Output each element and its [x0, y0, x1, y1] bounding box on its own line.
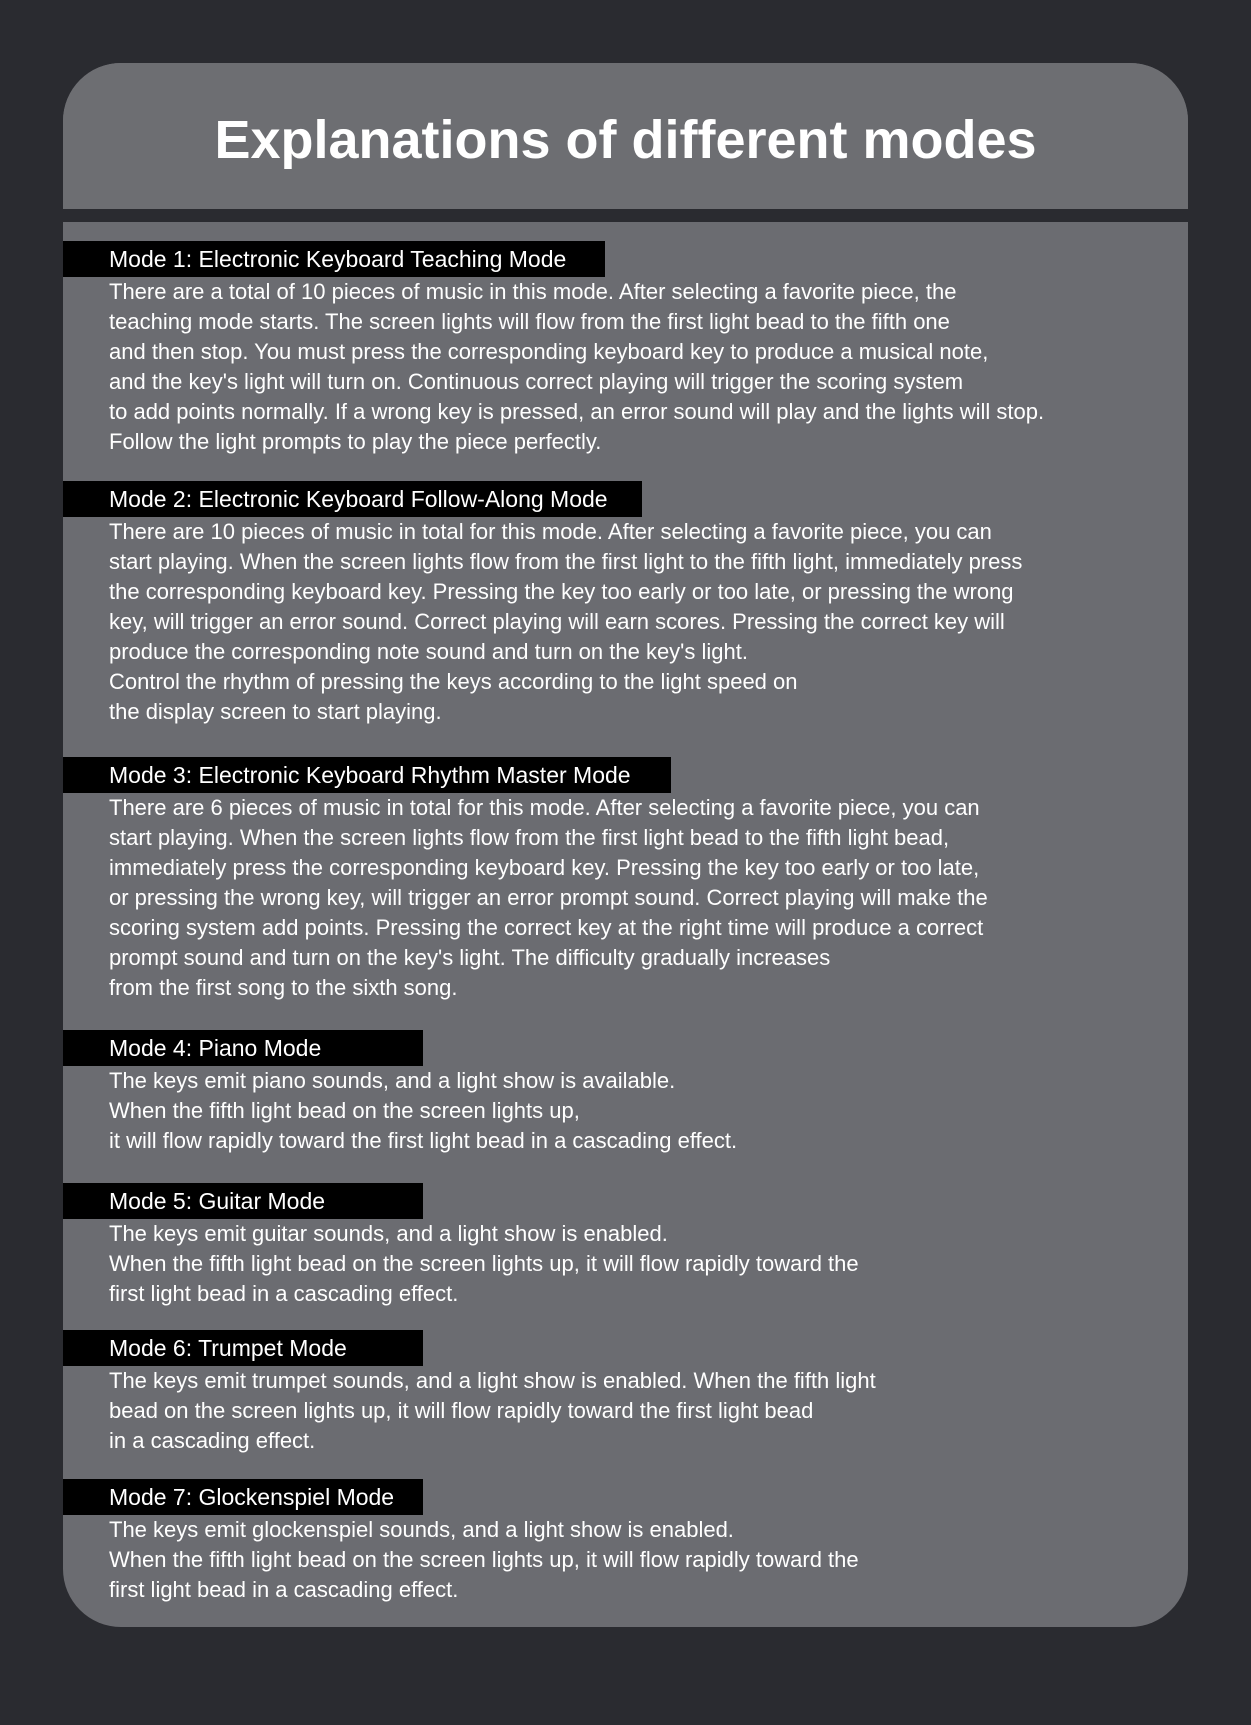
description-line: in a cascading effect. [109, 1428, 316, 1453]
mode-title: Mode 1: Electronic Keyboard Teaching Mode [63, 241, 605, 277]
mode-title: Mode 6: Trumpet Mode [63, 1330, 423, 1366]
modes-panel [63, 63, 1188, 1627]
header [63, 63, 1188, 209]
description-line: When the fifth light bead on the screen lights up, it will flow rapidly toward the [109, 1251, 859, 1276]
description-line: When the fifth light bead on the screen lights up, it will flow rapidly toward the [109, 1547, 859, 1572]
mode-section-1 [63, 241, 1188, 457]
description-line: the corresponding keyboard key. Pressing the key too early or too late, or pressing the wrong [109, 579, 1014, 604]
description-line: first light bead in a cascading effect. [109, 1577, 459, 1602]
description-line: the display screen to start playing. [109, 699, 442, 724]
description-line: The keys emit piano sounds, and a light show is available. [109, 1068, 676, 1093]
description-line: The keys emit glockenspiel sounds, and a light show is enabled. [109, 1517, 734, 1542]
mode-description [63, 1366, 1188, 1456]
description-line: The keys emit guitar sounds, and a light show is enabled. [109, 1221, 668, 1246]
description-line: it will flow rapidly toward the first light bead in a cascading effect. [109, 1128, 738, 1153]
description-line: prompt sound and turn on the key's light. The difficulty gradually increases [109, 945, 831, 970]
mode-title: Mode 4: Piano Mode [63, 1030, 423, 1066]
description-line: and then stop. You must press the corresponding keyboard key to produce a musical note, [109, 339, 989, 364]
description-line: There are 6 pieces of music in total for this mode. After selecting a favorite piece, you can [109, 795, 980, 820]
description-line: The keys emit trumpet sounds, and a light show is enabled. When the fifth light [109, 1368, 876, 1393]
mode-description [63, 517, 1188, 727]
description-line: teaching mode starts. The screen lights will flow from the first light bead to the fifth one [109, 309, 950, 334]
mode-section-5 [63, 1183, 1188, 1309]
description-line: bead on the screen lights up, it will flow rapidly toward the first light bead [109, 1398, 814, 1423]
description-line: There are 10 pieces of music in total for this mode. After selecting a favorite piece, you can [109, 519, 992, 544]
mode-section-3 [63, 757, 1188, 1003]
mode-section-7 [63, 1479, 1188, 1605]
page-title: Explanations of different modes [214, 110, 1037, 170]
mode-description [63, 1515, 1188, 1605]
mode-title: Mode 5: Guitar Mode [63, 1183, 423, 1219]
mode-title: Mode 2: Electronic Keyboard Follow-Along Mode [63, 481, 642, 517]
description-line: start playing. When the screen lights flow from the first light bead to the fifth light bead, [109, 825, 950, 850]
mode-section-2 [63, 481, 1188, 727]
description-line: start playing. When the screen lights flow from the first light to the fifth light, immediately press [109, 549, 1023, 574]
description-line: immediately press the corresponding keyboard key. Pressing the key too early or too late, [109, 855, 980, 880]
mode-description [63, 1219, 1188, 1309]
description-line: produce the corresponding note sound and turn on the key's light. [109, 639, 748, 664]
description-line: first light bead in a cascading effect. [109, 1281, 459, 1306]
header-divider [63, 209, 1188, 222]
description-line: Control the rhythm of pressing the keys according to the light speed on [109, 669, 798, 694]
description-line: scoring system add points. Pressing the correct key at the right time will produce a correct [109, 915, 984, 940]
mode-title: Mode 3: Electronic Keyboard Rhythm Master Mode [63, 757, 671, 793]
description-line: Follow the light prompts to play the piece perfectly. [109, 429, 602, 454]
mode-description [63, 277, 1188, 457]
description-line: and the key's light will turn on. Continuous correct playing will trigger the scoring system [109, 369, 964, 394]
mode-description [63, 793, 1188, 1003]
description-line: to add points normally. If a wrong key is pressed, an error sound will play and the lights will stop. [109, 399, 1045, 424]
description-line: There are a total of 10 pieces of music in this mode. After selecting a favorite piece, the [109, 279, 957, 304]
description-line: or pressing the wrong key, will trigger an error prompt sound. Correct playing will make the [109, 885, 988, 910]
mode-section-6 [63, 1330, 1188, 1456]
description-line: key, will trigger an error sound. Correct playing will earn scores. Pressing the correct key will [109, 609, 1005, 634]
description-line: from the first song to the sixth song. [109, 975, 458, 1000]
mode-description [63, 1066, 1188, 1156]
mode-title: Mode 7: Glockenspiel Mode [63, 1479, 423, 1515]
description-line: When the fifth light bead on the screen lights up, [109, 1098, 580, 1123]
mode-section-4 [63, 1030, 1188, 1156]
